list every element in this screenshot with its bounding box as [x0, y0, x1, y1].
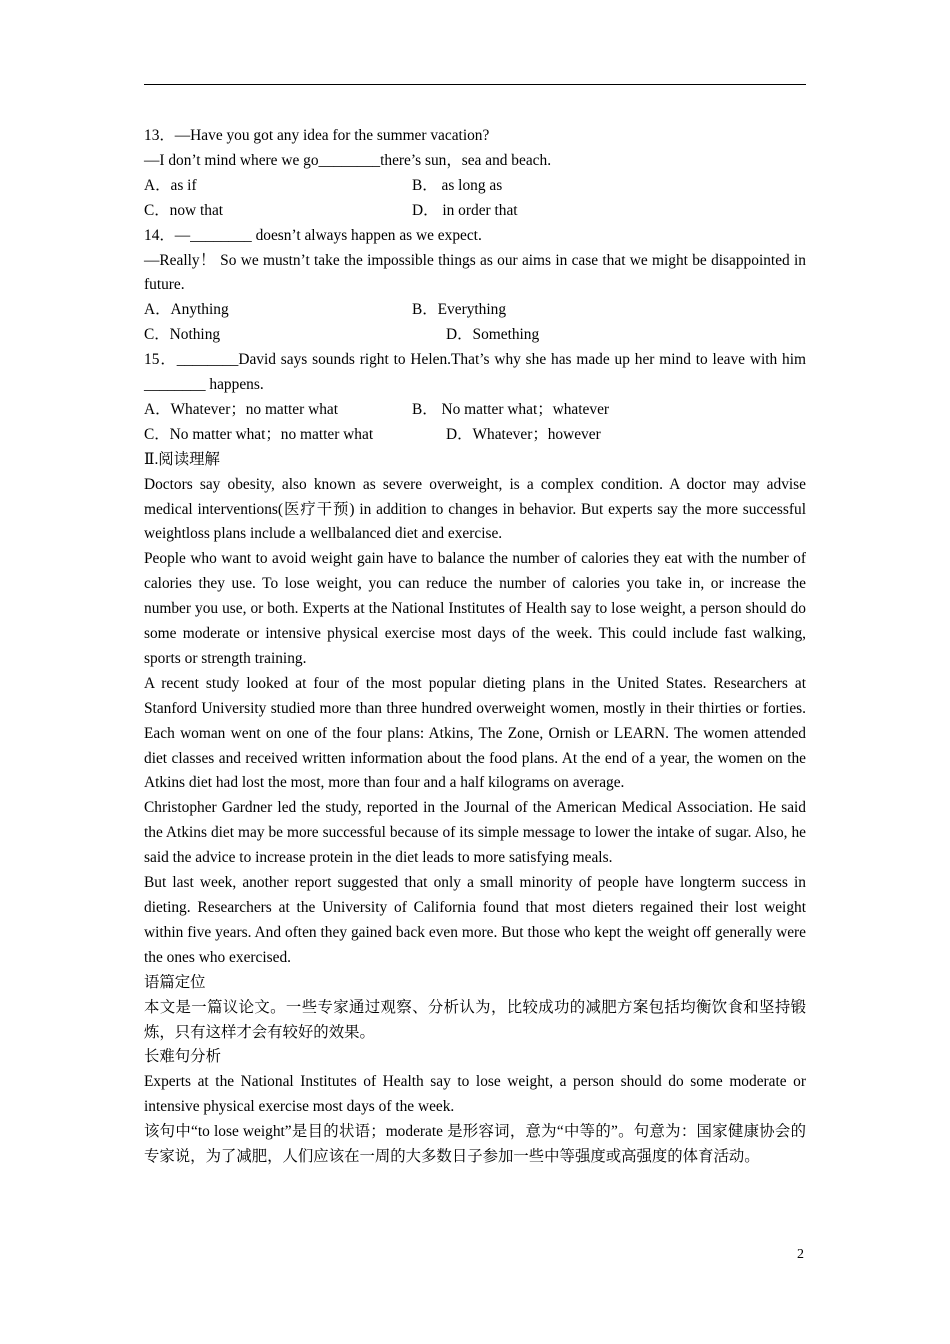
analysis-note: 该句中“to lose weight”是目的状语；moderate 是形容词，意为“中等的”。句意为：国家健康协会的专家说，为了减肥，人们应该在一周的大多数日子参加一些中等强度或高强度的体育活动。	[144, 1123, 806, 1166]
q13-options-row1	[144, 174, 806, 199]
q14-option-b: B．Everything	[412, 301, 507, 319]
q14-option-a: A．Anything	[144, 301, 229, 319]
q14-option-c: C．Nothing	[144, 326, 221, 344]
page-number: 2	[797, 1247, 804, 1262]
q15-stem: 15．________David says sounds right to Helen.That’s why she has made up her mind to leave with him ________ happens.	[144, 351, 806, 393]
passage-paragraph-2: People who want to avoid weight gain have to balance the number of calories they eat with the number of calories they use. To lose weight, you can reduce the number of calories you take in, or increase the number you use, or both. Experts at the National Institutes of Health say to lose weight, a person should do some moderate or intensive physical exercise most days of the week. This could include fast walking, sports or strength training.	[144, 550, 806, 667]
q14-option-d: D．Something	[446, 326, 540, 344]
q15-option-c: C．No matter what；no matter what	[144, 425, 374, 443]
q13-reply: —I don’t mind where we go________there’s sun，sea and beach.	[144, 151, 552, 169]
q13-option-c: C．now that	[144, 201, 224, 219]
topic-text: 本文是一篇议论文。一些专家通过观察、分析认为，比较成功的减肥方案包括均衡饮食和坚持锻炼，只有这样才会有较好的效果。	[144, 998, 806, 1041]
q13-options-row2	[144, 199, 806, 224]
analysis-heading: 长难句分析	[144, 1048, 221, 1066]
q13-option-b: B． as long as	[412, 176, 503, 194]
q13-option-a: A．as if	[144, 176, 197, 194]
q15-options-row2	[144, 423, 806, 448]
q15-option-b: B． No matter what；whatever	[412, 400, 610, 418]
passage-paragraph-1: Doctors say obesity, also known as severe overweight, is a complex condition. A doctor may advise medical interventions(医疗干预) in addition to changes in behavior. But experts say the more successful weightloss plans include a wellbalanced diet and exercise.	[144, 475, 806, 543]
q14-options-row2	[144, 323, 806, 348]
q13-option-d: D． in order that	[412, 201, 518, 219]
q14-reply: —Really！ So we mustn’t take the impossible things as our aims in case that we might be disappointed in future.	[144, 251, 806, 294]
q13-stem: 13．—Have you got any idea for the summer vacation?	[144, 127, 490, 144]
passage-paragraph-3: A recent study looked at four of the most popular dieting plans in the United States. Researchers at Stanford University studied more than three hundred overweight women, mostly in their thirties or forties. Each woman went on one of the four plans: Atkins, The Zone, Ornish or LEARN. The women attended diet classes and received written information about the food plans. At the end of a year, the women on the Atkins diet had lost the most, more than four and a half kilograms on average.	[144, 674, 806, 792]
q15-option-d: D．Whatever；however	[446, 425, 601, 443]
section-heading: Ⅱ.阅读理解	[144, 450, 220, 468]
document-body	[144, 124, 806, 1170]
q14-stem: 14．—________ doesn’t always happen as we expect.	[144, 226, 482, 244]
passage-paragraph-5: But last week, another report suggested that only a small minority of people have longterm success in dieting. Researchers at the University of California found that most dieters regained their lost weight within five years. And often they gained back even more. But those who kept the weight off generally were the ones who exercised.	[144, 874, 806, 966]
q14-options-row1	[144, 298, 806, 323]
passage-paragraph-4: Christopher Gardner led the study, reported in the Journal of the American Medical Association. He said the Atkins diet may be more successful because of its simple message to lower the intake of sugar. Also, he said the advice to increase protein in the diet leads to more satisfying meals.	[144, 799, 806, 867]
q15-options-row1	[144, 398, 806, 423]
analysis-sentence: Experts at the National Institutes of Health say to lose weight, a person should do some moderate or intensive physical exercise most days of the week.	[144, 1073, 806, 1116]
header-rule	[144, 84, 806, 85]
q15-option-a: A．Whatever；no matter what	[144, 400, 339, 418]
topic-heading: 语篇定位	[144, 973, 206, 991]
